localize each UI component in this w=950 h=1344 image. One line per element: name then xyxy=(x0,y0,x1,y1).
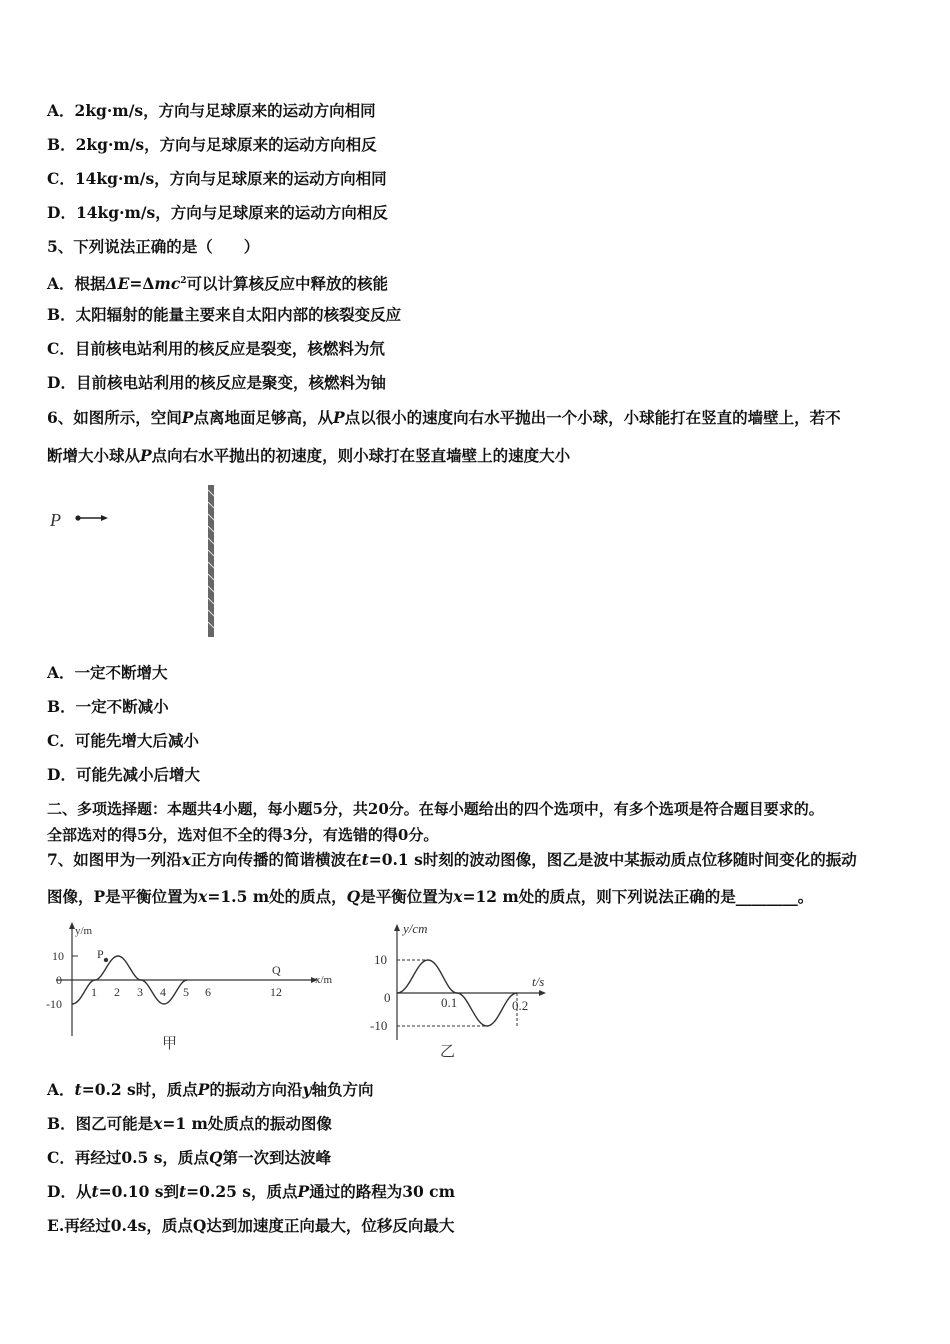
yi-ytick-10: 10 xyxy=(374,952,387,967)
q7-option-e: E.再经过0.4s，质点Q达到加速度正向最大，位移反向最大 xyxy=(47,1216,455,1235)
q4-option-c: C．14kg·m/s，方向与足球原来的运动方向相同 xyxy=(47,169,387,188)
q5-option-d: D．目前核电站利用的核反应是聚变，核燃料为铀 xyxy=(47,373,386,392)
q6-option-d: D．可能先减小后增大 xyxy=(47,765,200,784)
q7-stem-line1: 7、如图甲为一列沿x正方向传播的简谐横波在t=0.1 s时刻的波动图像，图乙是波中某振动质点位移随时间变化的振动 xyxy=(47,850,857,869)
section2-line2: 全部选对的得5分，选对但不全的得3分，有选错的得0分。 xyxy=(47,826,439,844)
yi-ytick-neg10: -10 xyxy=(370,1018,388,1033)
jia-xtick-1: 1 xyxy=(91,985,97,999)
q6-stem-line1: 6、如图所示，空间P点离地面足够高，从P点以很小的速度向右水平抛出一个小球，小球能打在竖直的墙壁上，若不 xyxy=(47,408,841,427)
section2-line1: 二、多项选择题：本题共4小题，每小题5分，共20分。在每小题给出的四个选项中，有多个选项是符合题目要求的。 xyxy=(47,800,824,818)
q6-stem-line2: 断增大小球从P点向右水平抛出的初速度，则小球打在竖直墙壁上的速度大小 xyxy=(47,446,571,465)
jia-ytick-neg10: -10 xyxy=(46,997,62,1011)
jia-xtick-6: 6 xyxy=(205,985,211,999)
yi-xtick-01: 0.1 xyxy=(441,995,458,1010)
q6-option-a: A．一定不断增大 xyxy=(47,663,168,682)
q6-option-b: B．一定不断减小 xyxy=(47,697,169,716)
yi-x-arrow xyxy=(539,990,546,996)
jia-xtick-3: 3 xyxy=(137,985,143,999)
q5-option-c: C．目前核电站利用的核反应是裂变，核燃料为氘 xyxy=(47,339,385,358)
jia-ylabel: y/m xyxy=(75,925,93,937)
wave-graph-jia xyxy=(42,918,342,1058)
vibration-graph-yi xyxy=(362,918,562,1066)
q7-option-a: A．t=0.2 s时，质点P的振动方向沿y轴负方向 xyxy=(47,1080,374,1099)
q5-stem: 5、下列说法正确的是（ ） xyxy=(47,237,260,256)
q4-option-b: B．2kg·m/s，方向与足球原来的运动方向相反 xyxy=(47,135,377,154)
yi-xtick-02: 0.2 xyxy=(512,998,529,1013)
jia-caption: 甲 xyxy=(162,1036,178,1052)
jia-ytick-0: 0 xyxy=(56,973,62,987)
q4-option-a: A．2kg·m/s，方向与足球原来的运动方向相同 xyxy=(47,101,376,120)
jia-xlabel: x/m xyxy=(315,974,333,986)
arrow-head xyxy=(101,515,108,521)
jia-point-q-label: Q xyxy=(272,963,281,977)
yi-ylabel: y/cm xyxy=(403,921,428,936)
jia-xtick-4: 4 xyxy=(160,985,166,999)
yi-y-arrow xyxy=(394,924,400,931)
jia-ytick-10: 10 xyxy=(52,949,64,963)
q5-option-b: B．太阳辐射的能量主要来自太阳内部的核裂变反应 xyxy=(47,305,402,324)
q4-option-d: D．14kg·m/s，方向与足球原来的运动方向相反 xyxy=(47,203,388,222)
yi-xlabel: t/s xyxy=(532,974,545,989)
jia-point-p-label: P xyxy=(97,947,104,961)
q5-option-a: A．根据ΔE=Δmc$^2$可以计算核反应中释放的核能 xyxy=(47,274,389,294)
jia-point-p-dot xyxy=(104,958,108,962)
q7-option-d: D．从t=0.10 s到t=0.25 s，质点P通过的路程为30 cm xyxy=(47,1182,456,1201)
jia-xtick-5: 5 xyxy=(183,985,189,999)
q6-point-p-label: P xyxy=(50,510,61,530)
jia-xtick-2: 2 xyxy=(114,985,120,999)
jia-xtick-12: 12 xyxy=(270,985,282,999)
yi-caption: 乙 xyxy=(440,1044,456,1060)
q7-stem-line2: 图像，P是平衡位置为x=1.5 m处的质点，Q是平衡位置为x=12 m处的质点，则下列说法正确的是________。 xyxy=(47,887,814,906)
q6-option-c: C．可能先增大后减小 xyxy=(47,731,199,750)
yi-ytick-0: 0 xyxy=(384,990,391,1005)
q7-option-c: C．再经过0.5 s，质点Q第一次到达波峰 xyxy=(47,1148,331,1167)
q6-figure xyxy=(40,480,240,645)
q7-option-b: B．图乙可能是x=1 m处质点的振动图像 xyxy=(47,1114,332,1133)
